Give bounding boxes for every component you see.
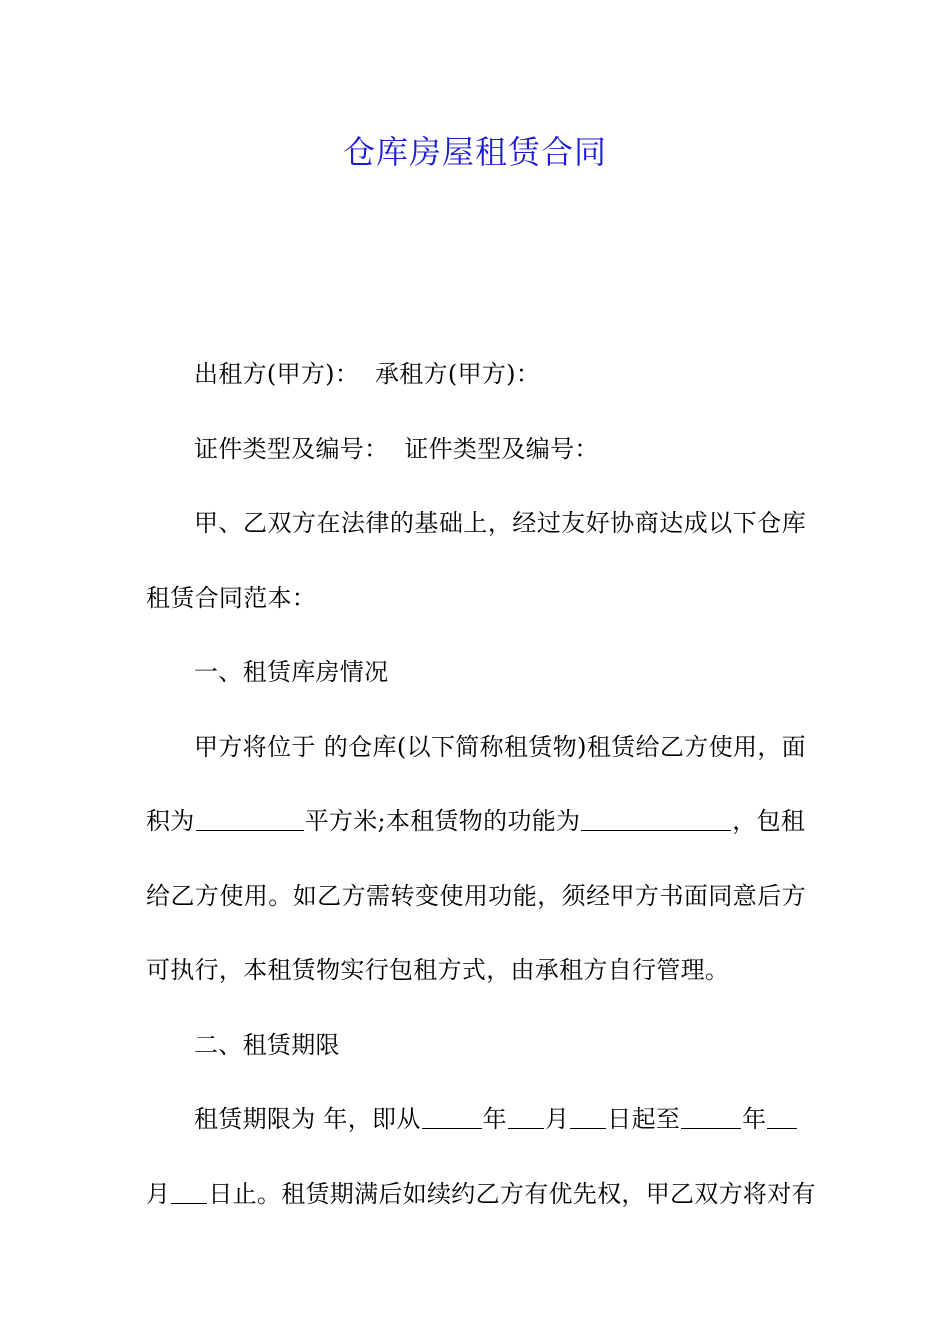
start-month-blank[interactable]: [508, 1106, 544, 1129]
section1-paragraph: [146, 710, 806, 1008]
section1-line-2: [146, 784, 806, 859]
area-blank[interactable]: [196, 808, 304, 831]
section2-line-1: [146, 1082, 806, 1157]
parties-line: [146, 337, 806, 412]
intro-line-1: 甲、乙双方在法律的基础上，经过友好协商达成以下仓库: [194, 509, 806, 537]
intro-paragraph: [146, 486, 806, 635]
lessee-label: 承租方(甲方)：: [375, 360, 541, 388]
section1-heading: 一、租赁库房情况: [194, 658, 389, 686]
area-label: 积为: [146, 807, 195, 835]
start-month-label: 月: [544, 1105, 570, 1133]
start-day-blank[interactable]: [570, 1106, 606, 1129]
start-year-label: 年: [482, 1105, 507, 1133]
end-year-blank[interactable]: [681, 1106, 741, 1129]
document-body: [146, 337, 816, 1231]
intro-line-2: 租赁合同范本：: [146, 583, 317, 612]
start-day-label: 日起至: [607, 1105, 681, 1133]
renewal-text: 日止。租赁期满后如续约乙方有优先权，甲乙双方将对有: [208, 1179, 816, 1208]
function-label: 平方米;本租赁物的功能为: [304, 807, 581, 835]
end-month-label: 月: [146, 1179, 171, 1208]
section2-paragraph: [146, 1082, 816, 1231]
function-blank[interactable]: [581, 808, 731, 831]
section1-line-1: 甲方将位于 的仓库(以下简称租赁物)租赁给乙方使用，面: [194, 732, 806, 761]
section2-line-2: [146, 1157, 816, 1232]
lessee-id-label: 证件类型及编号：: [404, 434, 599, 463]
section2-heading: 二、租赁期限: [194, 1030, 340, 1059]
term-label: 租赁期限为 年，即从: [194, 1105, 421, 1133]
section1-line-3: 给乙方使用。如乙方需转变使用功能，须经甲方书面同意后方: [146, 881, 806, 910]
end-year-label: 年: [742, 1105, 767, 1133]
lease-type-label: ，包租: [732, 807, 806, 835]
end-month-blank-a[interactable]: [767, 1106, 797, 1129]
lessor-label: 出租方(甲方)：: [194, 360, 360, 388]
end-day-blank[interactable]: [171, 1181, 207, 1204]
id-line: [146, 412, 806, 487]
start-year-blank[interactable]: [422, 1106, 482, 1129]
document-title: 仓库房屋租赁合同: [342, 133, 607, 171]
section1-line-4: 可执行，本租赁物实行包租方式，由承租方自行管理。: [146, 956, 730, 984]
lessor-id-label: 证件类型及编号：: [194, 434, 389, 463]
